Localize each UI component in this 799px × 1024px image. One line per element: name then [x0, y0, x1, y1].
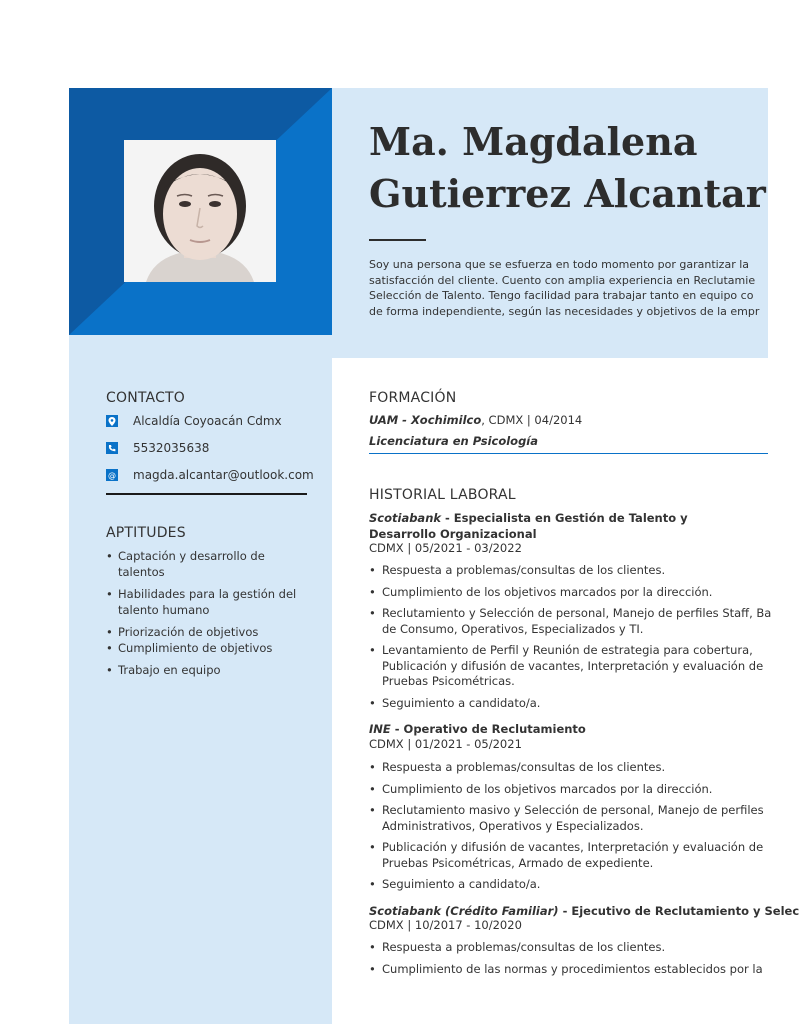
phone-icon — [106, 442, 118, 454]
list-item — [369, 803, 789, 834]
bullet-line: Administrativos, Operativos y Especializados. — [382, 818, 644, 833]
bullet-line: Pruebas Psicométricas, Armado de expediente. — [382, 855, 654, 870]
job-role: - Ejecutivo de Reclutamiento y Selec — [558, 904, 799, 918]
summary-line: Selección de Talento. Tengo facilidad para trabajar tanto en equipo co — [369, 289, 754, 302]
address-text: Alcaldía Coyoacán Cdmx — [133, 414, 282, 428]
bullet-line: • Reclutamiento y Selección de personal, Manejo de perfiles Staff, Ba — [382, 606, 772, 620]
bullet-line: Publicación y difusión de vacantes, Interpretación y evaluación de — [382, 658, 764, 673]
bullet-line: Pruebas Psicométricas. — [382, 674, 515, 688]
education-divider — [369, 453, 768, 454]
list-item: • Seguimiento a candidato/a. — [369, 696, 789, 712]
job-title — [369, 903, 799, 919]
job-role: - Operativo de Reclutamiento — [390, 722, 586, 736]
candidate-name — [369, 116, 768, 220]
job-company: Scotiabank (Crédito Familiar) — [369, 904, 559, 918]
list-item: • Cumplimiento de las normas y procedimientos establecidos por la — [369, 962, 789, 978]
location-pin-icon — [106, 415, 118, 427]
profile-photo — [124, 140, 276, 282]
school-name: UAM - Xochimilco — [369, 413, 482, 427]
job-duties — [369, 940, 789, 983]
work-title: HISTORIAL LABORAL — [369, 487, 516, 503]
job-dates: CDMX | 10/2017 - 10/2020 — [369, 918, 522, 932]
list-item — [369, 643, 789, 690]
contact-title: CONTACTO — [106, 390, 186, 406]
list-item: • Cumplimiento de los objetivos marcados por la dirección. — [369, 585, 789, 601]
job-duties — [369, 563, 789, 717]
photo-block — [69, 88, 332, 335]
skills-title: APTITUDES — [106, 525, 186, 541]
summary-line: de forma independiente, según las necesidades y objetivos de la empr — [369, 304, 760, 318]
bullet-line: • Publicación y difusión de vacantes, Interpretación y evaluación de — [382, 840, 764, 854]
phone-text[interactable]: 5532035638 — [133, 441, 210, 455]
name-line-2: Gutierrez Alcantar — [369, 171, 766, 216]
list-item — [369, 840, 789, 871]
education-school-line — [369, 413, 582, 427]
summary-line: Soy una persona que se esfuerza en todo momento por garantizar la — [369, 258, 750, 271]
list-item: • Priorización de objetivos — [106, 624, 306, 640]
summary-line: satisfacción del cliente. Cuento con amplia experiencia en Reclutamie — [369, 273, 756, 287]
list-item: • Respuesta a problemas/consultas de los clientes. — [369, 760, 789, 776]
job-company: Scotiabank — [369, 511, 442, 525]
job-dates: CDMX | 05/2021 - 03/2022 — [369, 541, 522, 555]
contact-email — [106, 467, 314, 483]
email-link[interactable]: magda.alcantar@outlook.com — [133, 468, 314, 482]
at-icon: @ — [108, 470, 116, 480]
bullet-line: de Consumo, Operativos, Especializados y TI. — [382, 621, 644, 636]
profile-summary — [369, 257, 789, 319]
education-title: FORMACIÓN — [369, 390, 457, 406]
list-item: • Respuesta a problemas/consultas de los clientes. — [369, 940, 789, 956]
portrait-icon — [124, 140, 276, 282]
job-title — [369, 510, 749, 542]
job-dates: CDMX | 01/2021 - 05/2021 — [369, 737, 522, 751]
list-item: • Cumplimiento de los objetivos marcados por la dirección. — [369, 782, 789, 798]
list-item: • Habilidades para la gestión del talento humano — [106, 586, 306, 618]
name-divider — [369, 239, 426, 241]
list-item: • Respuesta a problemas/consultas de los clientes. — [369, 563, 789, 579]
job-title — [369, 721, 768, 737]
skills-list — [106, 548, 306, 678]
job-company: INE — [369, 722, 391, 736]
bullet-line: • Levantamiento de Perfil y Reunión de estrategia para cobertura, — [382, 643, 753, 657]
bullet-line: • Reclutamiento masivo y Selección de personal, Manejo de perfiles — [382, 803, 764, 817]
list-item: • Cumplimiento de objetivos — [106, 640, 306, 656]
list-item: • Trabajo en equipo — [106, 662, 306, 678]
contact-divider — [106, 493, 307, 495]
contact-address — [106, 413, 282, 429]
name-line-1: Ma. Magdalena — [369, 119, 698, 164]
contact-phone — [106, 440, 209, 456]
education-degree: Licenciatura en Psicología — [369, 434, 539, 448]
list-item: • Seguimiento a candidato/a. — [369, 877, 789, 893]
job-role: - Especialista en Gestión de Talento y Desarrollo Organizacional — [369, 511, 688, 541]
list-item — [369, 606, 789, 637]
list-item: • Captación y desarrollo de talentos — [106, 548, 306, 580]
job-duties — [369, 760, 789, 899]
school-details: , CDMX | 04/2014 — [481, 413, 583, 427]
